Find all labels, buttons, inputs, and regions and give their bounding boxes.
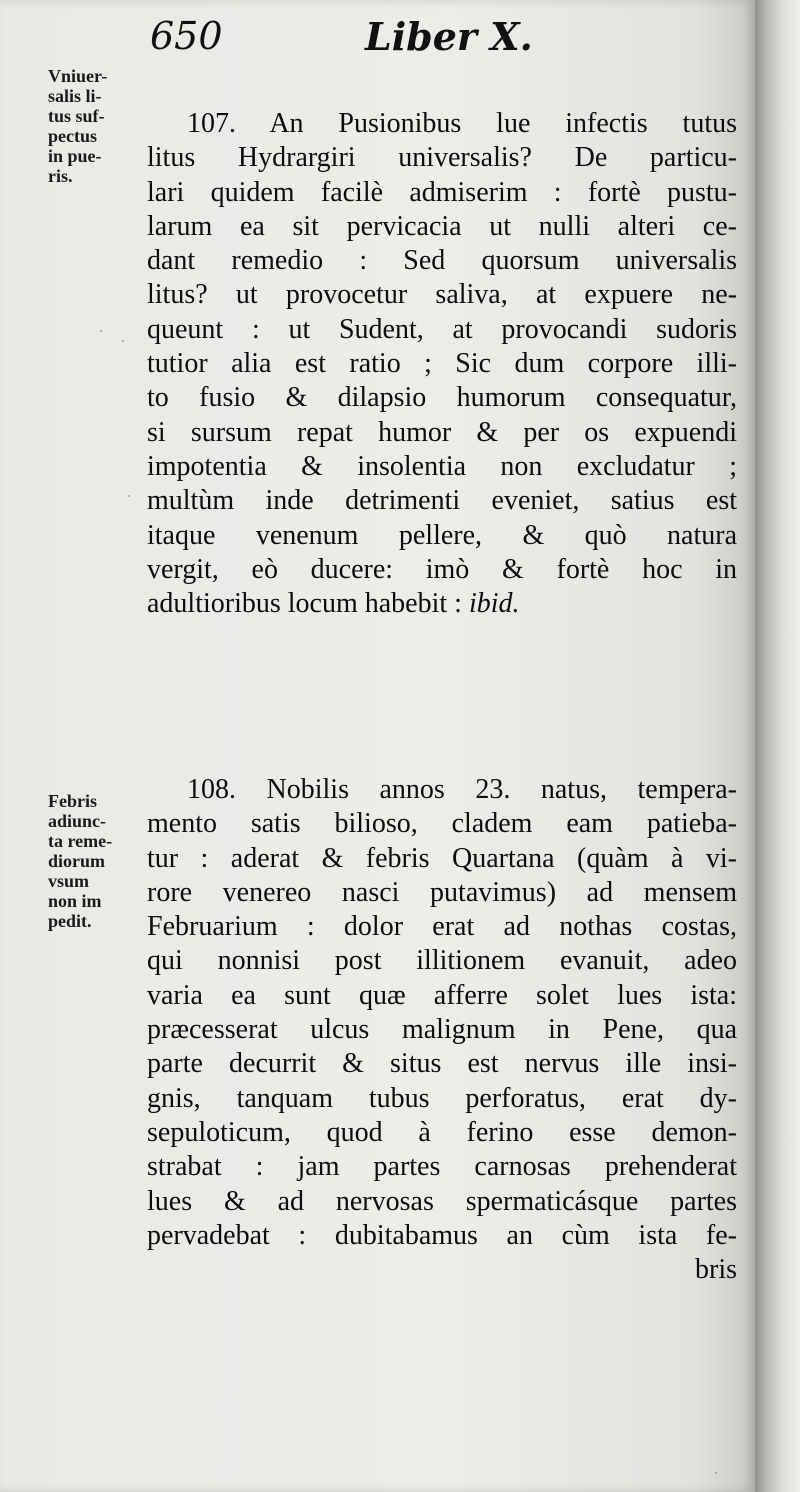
margin-note-line: pectus <box>48 126 97 146</box>
page-header <box>150 14 710 64</box>
text-line: si sursum repat humor & per os expuendi <box>147 416 737 448</box>
text-line: mento satis bilioso, cladem eam patieba- <box>147 808 737 840</box>
page-number: 650 <box>150 14 223 58</box>
paper-speck <box>122 340 124 342</box>
text-line: vergit, eò ducere: imò & fortè hoc in <box>147 553 737 585</box>
paragraph-107 <box>147 107 737 621</box>
text-line: tutior alia est ratio ; Sic dum corpore illi- <box>147 348 737 380</box>
text-line: to fusio & dilapsio humorum consequatur, <box>147 382 737 414</box>
text-line: præcesserat ulcus malignum in Pene, qua <box>147 1014 737 1046</box>
text-line: strabat : jam partes carnosas prehenderat <box>147 1151 737 1183</box>
text-line: qui nonnisi post illitionem evanuit, adeo <box>147 945 737 977</box>
text-line: larum ea sit pervicacia ut nulli alteri ce- <box>147 210 737 242</box>
text-line: dant remedio : Sed quorsum universalis <box>147 245 737 277</box>
paper-speck <box>715 1472 717 1474</box>
text-line: 108. Nobilis annos 23. natus, tempera- <box>187 774 737 805</box>
text-line: sepuloticum, quod à ferino esse demon- <box>147 1116 737 1148</box>
book-gutter <box>755 0 800 1492</box>
reference-ibid: ibid. <box>468 588 520 620</box>
margin-note-line: Febris <box>48 791 97 811</box>
margin-note-line: Vniuer- <box>48 66 108 86</box>
margin-note-line: pedit. <box>48 911 92 931</box>
text-line: gnis, tanquam tubus perforatus, erat dy- <box>147 1082 737 1114</box>
text-line: pervadebat : dubitabamus an cùm ista fe- <box>147 1219 737 1251</box>
margin-note-line: ta reme- <box>48 831 113 851</box>
paragraph-108 <box>147 773 737 1287</box>
text-line-content: adultioribus locum habebit : <box>147 588 462 620</box>
margin-note-line: non im <box>48 891 102 911</box>
text-line: tur : aderat & febris Quartana (quàm à vi- <box>147 842 737 874</box>
text-line: litus? ut provocetur saliva, at expuere ne- <box>147 279 737 311</box>
margin-note-line: salis li- <box>48 86 102 106</box>
text-line: lari quidem facilè admiserim : fortè pustu- <box>147 176 737 208</box>
text-line: itaque venenum pellere, & quò natura <box>147 519 737 551</box>
text-line: rore venereo nasci putavimus) ad mensem <box>147 876 737 908</box>
text-line: lues & ad nervosas spermaticásque partes <box>147 1185 737 1217</box>
text-line: multùm inde detrimenti eveniet, satius est <box>147 485 737 517</box>
catchword: bris <box>695 1254 737 1286</box>
margin-note-line: ris. <box>48 166 73 186</box>
text-line: varia ea sunt quæ afferre solet lues ista: <box>147 979 737 1011</box>
paper-speck <box>100 330 102 332</box>
margin-note-line: vsum <box>48 871 90 891</box>
margin-note-line: in pue- <box>48 146 102 166</box>
paper-speck <box>128 495 130 497</box>
text-line: litus Hydrargiri universalis? De particu- <box>147 142 737 174</box>
margin-note-line: adiunc- <box>48 811 107 831</box>
text-line: impotentia & insolentia non excludatur ; <box>147 450 737 482</box>
text-line: parte decurrit & situs est nervus ille insi- <box>147 1048 737 1080</box>
text-line: Februarium : dolor erat ad nothas costas, <box>147 911 737 943</box>
running-head: Liber X. <box>365 14 533 59</box>
text-line: 107. An Pusionibus lue infectis tutus <box>187 108 737 139</box>
margin-note-107 <box>48 66 143 186</box>
text-line <box>147 587 737 621</box>
text-line: queunt : ut Sudent, at provocandi sudoris <box>147 313 737 345</box>
margin-note-108 <box>48 791 143 931</box>
margin-note-line: tus suf- <box>48 106 105 126</box>
margin-note-line: diorum <box>48 851 106 871</box>
